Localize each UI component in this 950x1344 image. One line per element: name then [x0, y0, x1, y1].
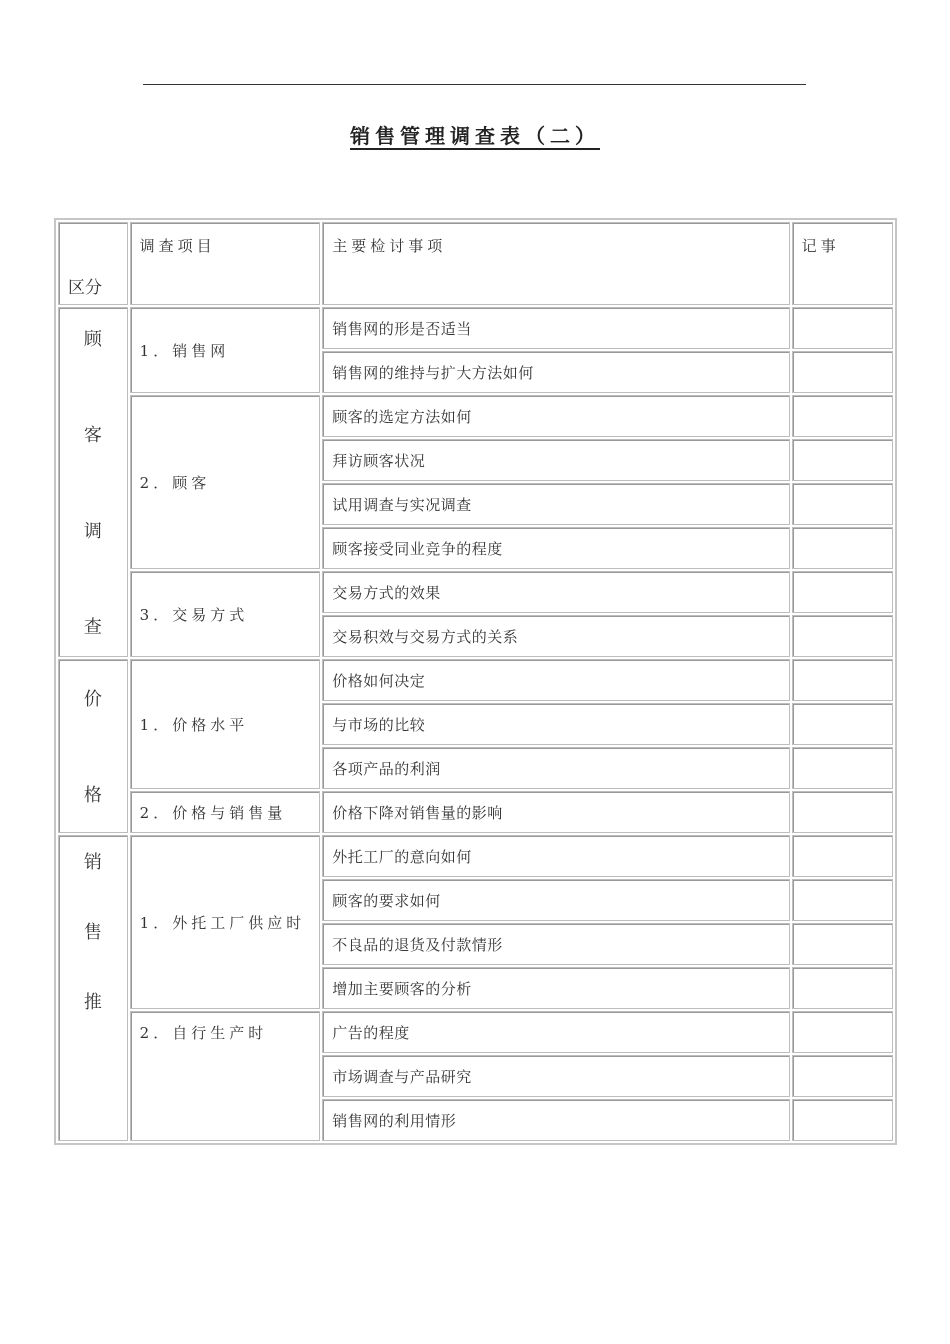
survey-item: 1．外托工厂供应时 — [130, 835, 321, 1009]
issue-cell: 与市场的比较 — [322, 703, 789, 745]
issue-cell: 试用调查与实况调查 — [322, 483, 789, 525]
issue-cell: 各项产品的利润 — [322, 747, 789, 789]
header-item: 调查项目 — [130, 222, 321, 305]
note-cell[interactable] — [792, 1055, 893, 1097]
table-row — [58, 1011, 893, 1053]
note-cell[interactable] — [792, 527, 893, 569]
table-row — [58, 791, 893, 833]
issue-cell: 销售网的维持与扩大方法如何 — [322, 351, 789, 393]
note-cell[interactable] — [792, 835, 893, 877]
note-cell[interactable] — [792, 703, 893, 745]
note-cell[interactable] — [792, 923, 893, 965]
zone-char: 价 — [83, 689, 102, 710]
survey-item: 3．交易方式 — [130, 571, 321, 657]
zone-char: 售 — [83, 922, 102, 943]
zone-cell — [58, 307, 128, 657]
note-cell[interactable] — [792, 307, 893, 349]
issue-cell: 顾客的要求如何 — [322, 879, 789, 921]
note-cell[interactable] — [792, 1011, 893, 1053]
issue-cell: 市场调查与产品研究 — [322, 1055, 789, 1097]
survey-item: 1．价格水平 — [130, 659, 321, 789]
survey-table — [54, 218, 897, 1145]
note-cell[interactable] — [792, 351, 893, 393]
note-cell[interactable] — [792, 659, 893, 701]
note-cell[interactable] — [792, 879, 893, 921]
issue-cell: 顾客接受同业竞争的程度 — [322, 527, 789, 569]
header-note: 记事 — [792, 222, 893, 305]
note-cell[interactable] — [792, 483, 893, 525]
issue-cell: 交易方式的效果 — [322, 571, 789, 613]
issue-cell: 交易积效与交易方式的关系 — [322, 615, 789, 657]
zone-char: 销 — [83, 852, 102, 873]
note-cell[interactable] — [792, 747, 893, 789]
header-zone: 区分 — [58, 222, 128, 305]
zone-char: 客 — [83, 425, 102, 446]
survey-item: 2．顾客 — [130, 395, 321, 569]
note-cell[interactable] — [792, 967, 893, 1009]
issue-cell: 广告的程度 — [322, 1011, 789, 1053]
issue-cell: 销售网的形是否适当 — [322, 307, 789, 349]
survey-item: 2．价格与销售量 — [130, 791, 321, 833]
note-cell[interactable] — [792, 395, 893, 437]
header-issue: 主要检讨事项 — [322, 222, 789, 305]
note-cell[interactable] — [792, 791, 893, 833]
issue-cell: 外托工厂的意向如何 — [322, 835, 789, 877]
top-rule — [143, 84, 806, 85]
table-row — [58, 835, 893, 877]
issue-cell: 拜访顾客状况 — [322, 439, 789, 481]
issue-cell: 增加主要顾客的分析 — [322, 967, 789, 1009]
issue-cell: 价格如何决定 — [322, 659, 789, 701]
table-row — [58, 395, 893, 437]
zone-cell — [58, 835, 128, 1141]
note-cell[interactable] — [792, 615, 893, 657]
note-cell[interactable] — [792, 571, 893, 613]
page-title: 销售管理调查表（二） — [350, 124, 600, 148]
issue-cell: 价格下降对销售量的影响 — [322, 791, 789, 833]
zone-char: 格 — [83, 785, 102, 806]
issue-cell: 顾客的选定方法如何 — [322, 395, 789, 437]
note-cell[interactable] — [792, 439, 893, 481]
issue-cell: 不良品的退货及付款情形 — [322, 923, 789, 965]
zone-char: 查 — [83, 617, 102, 638]
zone-char: 调 — [83, 521, 102, 542]
survey-item: 1．销售网 — [130, 307, 321, 393]
zone-char: 推 — [83, 992, 102, 1013]
zone-cell — [58, 659, 128, 833]
zone-char: 顾 — [83, 329, 102, 350]
issue-cell: 销售网的利用情形 — [322, 1099, 789, 1141]
table-row — [58, 659, 893, 701]
table-row — [58, 307, 893, 349]
header-row — [58, 222, 893, 305]
table-row — [58, 571, 893, 613]
survey-item: 2．自行生产时 — [130, 1011, 321, 1141]
note-cell[interactable] — [792, 1099, 893, 1141]
